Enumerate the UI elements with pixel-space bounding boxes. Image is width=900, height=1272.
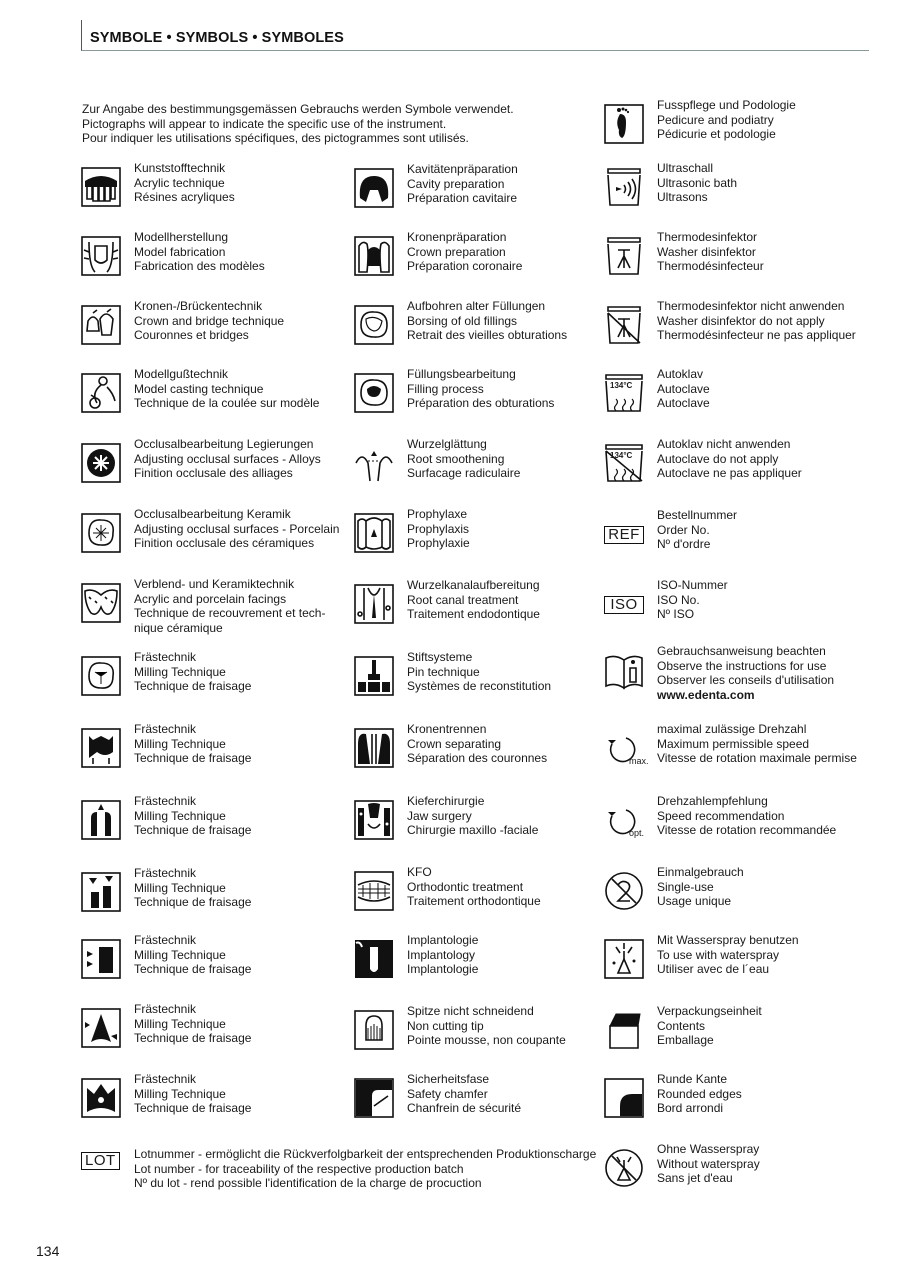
symbol-text-line: Spitze nicht schneidend xyxy=(407,1004,534,1018)
opt-label: opt. xyxy=(629,828,645,838)
symbol-description xyxy=(657,1142,760,1186)
symbol-text-line: Non cutting tip xyxy=(407,1018,484,1033)
footprint-icon xyxy=(604,104,644,144)
symbol-text-line: Order No. xyxy=(657,522,710,537)
symbol-text-line: Adjusting occlusal surfaces - Alloys xyxy=(134,451,321,466)
ref-label: REF xyxy=(604,526,644,544)
implantology-icon xyxy=(354,939,394,979)
symbol-text-line: Thermodesinfektor xyxy=(657,230,758,244)
crown-preparation-icon xyxy=(354,236,394,276)
symbol-description xyxy=(657,578,728,622)
package-icon xyxy=(604,1010,644,1050)
symbol-text-line: Technique de fraisage xyxy=(134,823,252,838)
symbol-text-line: Root smoothening xyxy=(407,451,505,466)
symbol-description xyxy=(134,866,251,910)
symbol-text-line: Technique de fraisage xyxy=(134,751,252,766)
symbol-text-line: Kronen-/Brückentechnik xyxy=(134,299,263,313)
opt-speed-icon xyxy=(604,800,644,840)
rounded-edges-icon xyxy=(604,1078,644,1118)
symbol-text-line: Prophylaxe xyxy=(407,507,468,521)
symbol-description xyxy=(657,230,764,274)
ultrasonic-bath-icon xyxy=(604,167,644,207)
page-number: 134 xyxy=(36,1243,60,1259)
symbol-text-line: Observer les conseils d'utilisation xyxy=(657,673,835,688)
prophylaxis-icon xyxy=(354,513,394,553)
symbol-text-line: Kunststofftechnik xyxy=(134,161,226,175)
symbol-text-line: Traitement orthodontique xyxy=(407,894,541,909)
milling-arrow-icon xyxy=(81,800,121,840)
symbol-text-line: Utiliser avec de l´eau xyxy=(657,962,770,977)
symbol-text-line: Root canal treatment xyxy=(407,592,519,607)
cavity-preparation-icon xyxy=(354,168,394,208)
symbol-text-line: Préparation cavitaire xyxy=(407,191,518,206)
symbol-text-line: Technique de fraisage xyxy=(134,962,252,977)
iso-icon xyxy=(604,584,644,624)
symbol-text-line: Model fabrication xyxy=(134,244,226,259)
symbol-text-line: Crown separating xyxy=(407,736,502,751)
symbol-text-line: Chirurgie maxillo -faciale xyxy=(407,823,539,838)
symbol-description xyxy=(657,1072,742,1116)
temperature-label: 134°C xyxy=(610,451,633,460)
symbol-description xyxy=(657,98,796,142)
symbol-text-line: Frästechnik xyxy=(134,722,197,736)
symbol-text-line: Prophylaxie xyxy=(407,536,470,551)
temperature-label: 134°C xyxy=(610,381,633,390)
symbol-text-line: Sicherheitsfase xyxy=(407,1072,490,1086)
symbol-text-line: Frästechnik xyxy=(134,933,197,947)
symbol-text-line: Autoclave xyxy=(657,396,710,411)
symbol-text-line: Autoclave xyxy=(657,381,710,396)
max-speed-icon xyxy=(604,728,649,768)
symbol-description xyxy=(407,722,547,766)
symbol-text-line: Rounded edges xyxy=(657,1086,742,1101)
website-link[interactable]: www.edenta.com xyxy=(657,687,755,702)
symbol-text-line: Préparation coronaire xyxy=(407,259,523,274)
symbol-text-line: Frästechnik xyxy=(134,1002,197,1016)
symbol-text-line: Prophylaxis xyxy=(407,521,470,536)
symbol-text-line: Washer disinfektor do not apply xyxy=(657,313,825,328)
filling-process-icon xyxy=(354,373,394,413)
symbol-description xyxy=(407,507,470,551)
symbol-text-line: Frästechnik xyxy=(134,866,197,880)
symbol-text-line: Ultraschall xyxy=(657,161,714,175)
no-autoclave-icon xyxy=(604,443,644,483)
intro-text xyxy=(82,102,582,146)
root-smoothening-icon xyxy=(354,443,394,483)
symbol-text-line: Finition occlusale des alliages xyxy=(134,466,293,481)
symbol-text-line: Emballage xyxy=(657,1033,714,1048)
symbol-description xyxy=(407,794,538,838)
symbol-text-line: Vitesse de rotation maximale permise xyxy=(657,751,857,766)
symbol-text-line: Technique de fraisage xyxy=(134,679,252,694)
symbol-text-line: Bord arrondi xyxy=(657,1101,724,1116)
symbol-description xyxy=(407,650,551,694)
model-fabrication-icon xyxy=(81,236,121,276)
symbol-text-line: nique céramique xyxy=(134,620,223,635)
acrylic-teeth-icon xyxy=(81,167,121,207)
symbol-text-line: Occlusalbearbeitung Keramik xyxy=(134,507,291,521)
symbol-text-line: Milling Technique xyxy=(134,1016,226,1031)
pin-systems-icon xyxy=(354,656,394,696)
symbol-text-line: Frästechnik xyxy=(134,794,197,808)
symbol-text-line: Milling Technique xyxy=(134,808,226,823)
symbol-text-line: Modellgußtechnik xyxy=(134,367,229,381)
symbol-text-line: Pointe mousse, non coupante xyxy=(407,1033,566,1048)
page-title: SYMBOLE • SYMBOLS • SYMBOLES xyxy=(90,30,344,46)
symbol-text-line: Chanfrein de sécurité xyxy=(407,1101,522,1116)
symbol-text-line: Acrylic and porcelain facings xyxy=(134,591,287,606)
symbol-text-line: Speed recommendation xyxy=(657,808,785,823)
instructions-icon xyxy=(604,650,644,690)
symbol-text-line: Observe the instructions for use xyxy=(657,658,827,673)
milling-double-arrow-icon xyxy=(81,872,121,912)
symbol-text-line: Surfacage radiculaire xyxy=(407,466,521,481)
symbol-text-line: Couronnes et bridges xyxy=(134,328,249,343)
symbol-text-line: Füllungsbearbeitung xyxy=(407,367,516,381)
symbol-text-line: Mit Wasserspray benutzen xyxy=(657,933,799,947)
iso-label: ISO xyxy=(604,596,644,614)
symbol-text-line: Milling Technique xyxy=(134,947,226,962)
symbol-description xyxy=(134,437,321,481)
crown-bridge-icon xyxy=(81,305,121,345)
symbol-description xyxy=(657,1004,762,1048)
symbol-text-line: Sans jet d'eau xyxy=(657,1171,733,1186)
no-washer-disinfector-icon xyxy=(604,305,644,345)
symbol-text-line: Fabrication des modèles xyxy=(134,259,265,274)
old-fillings-icon xyxy=(354,305,394,345)
symbol-text-line: maximal zulässige Drehzahl xyxy=(657,722,807,736)
water-spray-icon xyxy=(604,939,644,979)
symbol-description xyxy=(657,644,834,702)
occlusal-porcelain-icon xyxy=(81,513,121,553)
symbol-text-line: Gebrauchsanweisung beachten xyxy=(657,644,826,658)
facings-icon xyxy=(81,583,121,623)
lot-line: Lotnummer - ermöglicht die Rückverfolgbarkeit der entsprechenden Produktionscharge xyxy=(134,1147,597,1161)
symbol-text-line: Retrait des vieilles obturations xyxy=(407,328,568,343)
symbol-text-line: ISO No. xyxy=(657,592,700,607)
symbol-description xyxy=(407,1072,521,1116)
symbol-description xyxy=(657,508,737,552)
root-canal-icon xyxy=(354,584,394,624)
symbol-text-line: Thermodesinfektor nicht anwenden xyxy=(657,299,845,313)
symbol-description xyxy=(407,367,554,411)
symbol-description xyxy=(134,299,284,343)
symbol-text-line: Technique de fraisage xyxy=(134,895,252,910)
symbol-description xyxy=(134,722,251,766)
symbol-text-line: Préparation des obturations xyxy=(407,396,555,411)
symbol-text-line: Thermodésinfecteur ne pas appliquer xyxy=(657,328,856,343)
symbol-text-line: Autoclave ne pas appliquer xyxy=(657,466,802,481)
symbol-description xyxy=(407,299,567,343)
symbol-text-line: Technique de recouvrement et tech- xyxy=(134,606,326,621)
symbol-text-line: Milling Technique xyxy=(134,880,226,895)
symbol-text-line: Milling Technique xyxy=(134,664,226,679)
symbol-text-line: Pedicure and podiatry xyxy=(657,112,774,127)
symbol-description xyxy=(657,367,710,411)
symbol-text-line: Autoclave do not apply xyxy=(657,451,779,466)
symbol-description xyxy=(407,933,478,977)
symbol-text-line: Verblend- und Keramiktechnik xyxy=(134,577,295,591)
symbol-text-line: Ultrasonic bath xyxy=(657,175,738,190)
milling-shapes-icon xyxy=(81,1008,121,1048)
autoclave-icon xyxy=(604,373,644,413)
symbol-description xyxy=(134,650,251,694)
symbol-text-line: Thermodésinfecteur xyxy=(657,259,764,274)
symbol-description xyxy=(134,577,325,635)
symbol-text-line: Bestellnummer xyxy=(657,508,738,522)
symbol-text-line: Nº ISO xyxy=(657,607,695,622)
symbol-description xyxy=(657,865,744,909)
symbol-text-line: Ultrasons xyxy=(657,190,708,205)
symbol-description xyxy=(134,933,251,977)
symbol-text-line: Safety chamfer xyxy=(407,1086,488,1101)
symbol-text-line: Crown preparation xyxy=(407,244,506,259)
lot-line: Nº du lot - rend possible l'identification de la charge de procuction xyxy=(134,1176,482,1191)
symbol-text-line: Cavity preparation xyxy=(407,176,505,191)
symbol-text-line: Frästechnik xyxy=(134,650,197,664)
symbol-text-line: Adjusting occlusal surfaces - Porcelain xyxy=(134,521,340,536)
non-cutting-tip-icon xyxy=(354,1010,394,1050)
intro-line: Zur Angabe des bestimmungsgemässen Gebrauchs werden Symbole verwendet. xyxy=(82,102,514,116)
intro-line: Pictographs will appear to indicate the specific use of the instrument. xyxy=(82,116,447,131)
symbol-text-line: Wurzelglättung xyxy=(407,437,487,451)
symbol-text-line: Usage unique xyxy=(657,894,732,909)
intro-line: Pour indiquer les utilisations spécifiques, des pictogrammes sont utilisés. xyxy=(82,131,469,145)
symbol-text-line: Autoklav nicht anwenden xyxy=(657,437,791,451)
symbol-description xyxy=(134,1072,251,1116)
symbol-text-line: Wurzelkanalaufbereitung xyxy=(407,578,540,592)
safety-chamfer-icon xyxy=(354,1078,394,1118)
symbol-text-line: Autoklav xyxy=(657,367,704,381)
milling-tip-icon xyxy=(81,1078,121,1118)
washer-disinfector-icon xyxy=(604,236,644,276)
symbol-text-line: Borsing of old fillings xyxy=(407,313,518,328)
symbol-text-line: Technique de fraisage xyxy=(134,1101,252,1116)
model-casting-icon xyxy=(81,373,121,413)
symbol-text-line: Kavitätenpräparation xyxy=(407,162,518,176)
symbol-description xyxy=(407,437,520,481)
symbol-text-line: Without waterspray xyxy=(657,1156,760,1171)
symbol-text-line: Einmalgebrauch xyxy=(657,865,744,879)
symbol-text-line: Drehzahlempfehlung xyxy=(657,794,768,808)
lot-icon: LOT xyxy=(81,1152,120,1170)
single-use-icon xyxy=(604,871,644,911)
occlusal-alloy-icon xyxy=(81,443,121,483)
symbol-text-line: Verpackungseinheit xyxy=(657,1004,762,1018)
symbol-text-line: Pin technique xyxy=(407,664,480,679)
milling-tooth-icon xyxy=(81,656,121,696)
symbol-text-line: Kronenpräparation xyxy=(407,230,507,244)
symbol-description xyxy=(407,162,518,206)
symbol-text-line: Résines acryliques xyxy=(134,190,235,205)
symbol-text-line: Single-use xyxy=(657,879,714,894)
milling-crown-icon xyxy=(81,728,121,768)
symbol-text-line: Acrylic technique xyxy=(134,175,225,190)
symbol-text-line: Implantologie xyxy=(407,933,479,947)
symbol-description xyxy=(407,578,540,622)
symbol-text-line: KFO xyxy=(407,865,432,879)
orthodontic-icon xyxy=(354,871,394,911)
symbol-text-line: To use with waterspray xyxy=(657,947,780,962)
crown-separating-icon xyxy=(354,728,394,768)
symbol-description xyxy=(657,299,856,343)
symbol-description xyxy=(657,161,737,205)
symbol-text-line: Stiftsysteme xyxy=(407,650,473,664)
symbol-description xyxy=(657,437,802,481)
symbol-text-line: Milling Technique xyxy=(134,1086,226,1101)
symbol-text-line: Milling Technique xyxy=(134,736,226,751)
milling-side-arrows-icon xyxy=(81,939,121,979)
symbol-text-line: Technique de fraisage xyxy=(134,1031,252,1046)
symbol-text-line: Contents xyxy=(657,1018,706,1033)
symbol-text-line: Frästechnik xyxy=(134,1072,197,1086)
symbol-text-line: Runde Kante xyxy=(657,1072,728,1086)
symbol-text-line: Aufbohren alter Füllungen xyxy=(407,299,546,313)
lot-text xyxy=(134,1147,596,1191)
symbol-description xyxy=(134,230,265,274)
symbol-text-line: Jaw surgery xyxy=(407,808,472,823)
symbol-text-line: Finition occlusale des céramiques xyxy=(134,536,315,551)
symbol-description xyxy=(134,367,319,411)
symbol-text-line: Pédicurie et podologie xyxy=(657,127,776,142)
symbol-text-line: Modellherstellung xyxy=(134,230,229,244)
symbol-description xyxy=(134,1002,251,1046)
symbol-text-line: Séparation des couronnes xyxy=(407,751,548,766)
symbol-text-line: Kieferchirurgie xyxy=(407,794,485,808)
symbol-description xyxy=(407,865,541,909)
symbol-text-line: Traitement endodontique xyxy=(407,607,540,622)
symbol-text-line: Implantologie xyxy=(407,962,479,977)
symbol-text-line: Crown and bridge technique xyxy=(134,313,285,328)
section-header xyxy=(81,20,869,51)
symbol-description xyxy=(657,722,857,766)
symbol-description xyxy=(134,161,235,205)
symbol-text-line: Occlusalbearbeitung Legierungen xyxy=(134,437,314,451)
symbol-description xyxy=(657,933,799,977)
ref-icon xyxy=(604,514,644,554)
symbol-description xyxy=(407,1004,566,1048)
symbol-description xyxy=(657,794,836,838)
symbol-text-line: Maximum permissible speed xyxy=(657,736,810,751)
symbol-text-line: Vitesse de rotation recommandée xyxy=(657,823,837,838)
jaw-surgery-icon xyxy=(354,800,394,840)
symbol-text-line: Nº d'ordre xyxy=(657,537,711,552)
symbol-text-line: Washer disinfektor xyxy=(657,244,756,259)
max-label: max. xyxy=(629,756,649,766)
symbol-text-line: ISO-Nummer xyxy=(657,578,728,592)
symbol-text-line: Fusspflege und Podologie xyxy=(657,98,796,112)
symbol-text-line: Model casting technique xyxy=(134,381,264,396)
symbol-description xyxy=(407,230,522,274)
symbol-text-line: Systèmes de reconstitution xyxy=(407,679,552,694)
no-water-spray-icon xyxy=(604,1148,644,1188)
symbol-text-line: Filling process xyxy=(407,381,484,396)
lot-line: Lot number - for traceability of the respective production batch xyxy=(134,1161,464,1176)
symbol-description xyxy=(134,794,251,838)
symbol-text-line: Ohne Wasserspray xyxy=(657,1142,760,1156)
symbol-text-line: Kronentrennen xyxy=(407,722,487,736)
symbol-description xyxy=(134,507,339,551)
symbol-text-line: Technique de la coulée sur modèle xyxy=(134,396,320,411)
symbol-text-line: Orthodontic treatment xyxy=(407,879,524,894)
symbol-text-line: Implantology xyxy=(407,947,476,962)
